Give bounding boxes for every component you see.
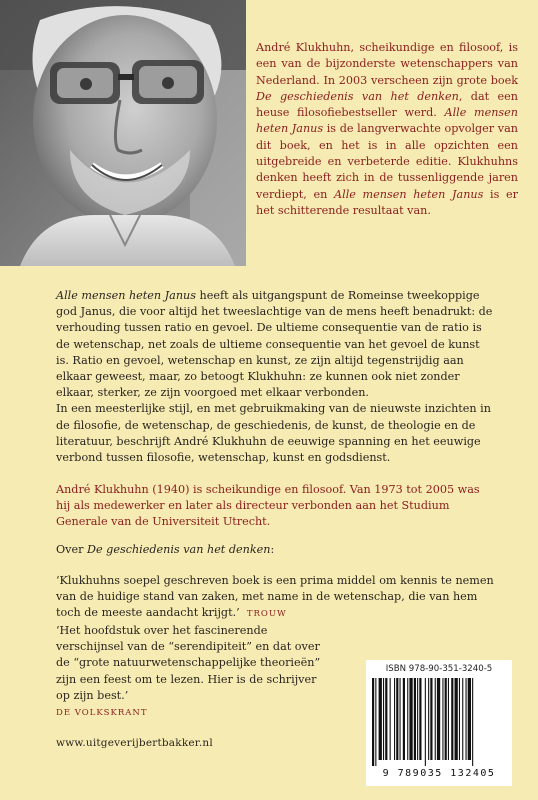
description-paragraph-2: In een meesterlijke stijl, en met gebruikmaking van de nieuwste inzichten in de filosofie, de wetenschap, de geschiedenis, de kunst, de theologie en de literatuur, beschrijft André Klukhuhn de eeuwige spanning en het eeuwige verbond tussen filosofie, wetenschap, kunst en godsdienst. — [56, 402, 491, 465]
barcode-bar — [459, 678, 460, 760]
barcode-bar — [372, 678, 374, 766]
book-description — [56, 288, 496, 466]
author-bio — [256, 40, 518, 219]
barcode-bars — [372, 678, 506, 766]
barcode-bar — [419, 678, 421, 760]
bio-book-title-2: Alle mensen heten Janus — [256, 106, 518, 136]
barcode-bar — [435, 678, 436, 760]
description-book-title: Alle mensen heten Janus — [56, 289, 196, 302]
barcode-bar — [414, 678, 416, 760]
description-text-1: heeft als uitgangspunt de Romeinse tweekoppige god Janus, die voor altijd het tweeslachtige van de mens heeft benadrukt: de verhouding tussen ratio en gevoel. De ultieme consequentie van de ratio is de wetenschap, net zoals de ultieme consequentie van het gevoel de kunst is. Ratio en gevoel, wetenschap en kunst, ze zijn altijd tegenstrijdig aan elkaar geweest, maar, zo betoogt Klukhuhn: ze kunnen ook niet zonder elkaar, sterker, ze zijn voorgoed met elkaar verbonden. — [56, 289, 493, 400]
barcode-bar — [385, 678, 387, 760]
reviews-heading — [56, 542, 496, 558]
barcode-bar — [394, 678, 395, 760]
review-quote-2 — [56, 623, 326, 721]
barcode-bar — [383, 678, 384, 760]
author-portrait-image — [0, 0, 246, 266]
bio-text-4: is er het schitterende resultaat van. — [256, 187, 518, 217]
review-quote-2-text: ‘Het hoofdstuk over het fascinerende verschijnsel van de “serendipiteit” en dat over de “grote natuurwetenschappelijke theorieën” zijn een feest om te lezen. Hier is de schrijver op zijn best.’ — [56, 624, 321, 702]
barcode-bar — [417, 678, 418, 760]
bio-book-title-1: De geschiedenis van het denken — [256, 89, 459, 103]
barcode-bar — [428, 678, 429, 760]
barcode-bar — [468, 678, 471, 760]
bio-text-1: André Klukhuhn, scheikundige en filosoof, is een van de bijzonderste wetenschappers van Nederland. In 2003 verscheen zijn grote boek — [256, 41, 518, 87]
bio-text-3: is de langverwachte opvolger van dit boek, en het is in alle opzichten een uitgebreide en verbeterde editie. Klukhuhns denken heeft zich in de tussenliggende jaren verdiept, en — [256, 122, 518, 201]
review-quote-2-source: DE VOLKSKRANT — [56, 708, 148, 719]
barcode-bar — [396, 678, 398, 760]
reviews-heading-prefix: Over — [56, 543, 88, 556]
review-quote-1-source: TROUW — [246, 609, 287, 620]
barcode-bar — [375, 678, 376, 766]
reviews-heading-suffix: : — [270, 543, 275, 556]
barcode-bar — [472, 678, 473, 766]
barcode-bar — [379, 678, 382, 760]
bio-book-title-3: Alle mensen heten Janus — [334, 187, 484, 201]
barcode-bar — [400, 678, 401, 760]
barcode-bar — [442, 678, 443, 760]
barcode-bar — [445, 678, 447, 760]
description-paragraph-1 — [56, 288, 496, 401]
reviews-heading-book: De geschiedenis van het denken — [87, 543, 271, 556]
barcode-bar — [407, 678, 408, 760]
barcode-bar — [390, 678, 391, 760]
barcode-bar — [409, 678, 412, 760]
barcode-digits: 9 789035 132405 — [382, 768, 496, 779]
barcode-bar — [437, 678, 440, 760]
barcode-bar — [430, 678, 432, 760]
barcode-bar — [462, 678, 463, 760]
review-quote-1 — [56, 573, 496, 623]
isbn-label: ISBN 978-90-351-3240-5 — [385, 664, 493, 674]
barcode-bar — [403, 678, 405, 760]
barcode-bar — [466, 678, 467, 760]
author-note: André Klukhuhn (1940) is scheikundige en filosoof. Van 1973 tot 2005 was hij als medewerker en later als directeur verbonden aan het Studium Generale van de Universiteit Utrecht. — [56, 483, 480, 529]
bio-text-2: , dat een heuse filosofiebestseller werd. — [256, 89, 518, 120]
barcode-bar — [451, 678, 453, 760]
barcode-bar — [425, 678, 426, 766]
barcode — [366, 660, 512, 786]
publisher-url[interactable]: www.uitgeverijbertbakker.nl — [56, 737, 213, 749]
author-photo — [0, 0, 246, 266]
barcode-bar — [448, 678, 449, 760]
barcode-bar — [455, 678, 458, 760]
review-quote-1-text: ‘Klukhuhns soepel geschreven boek is een prima middel om kennis te nemen van de huidige stand van zaken, met name in de wetenschap, die van hem toch de meeste aandacht krijgt.’ — [56, 574, 494, 620]
